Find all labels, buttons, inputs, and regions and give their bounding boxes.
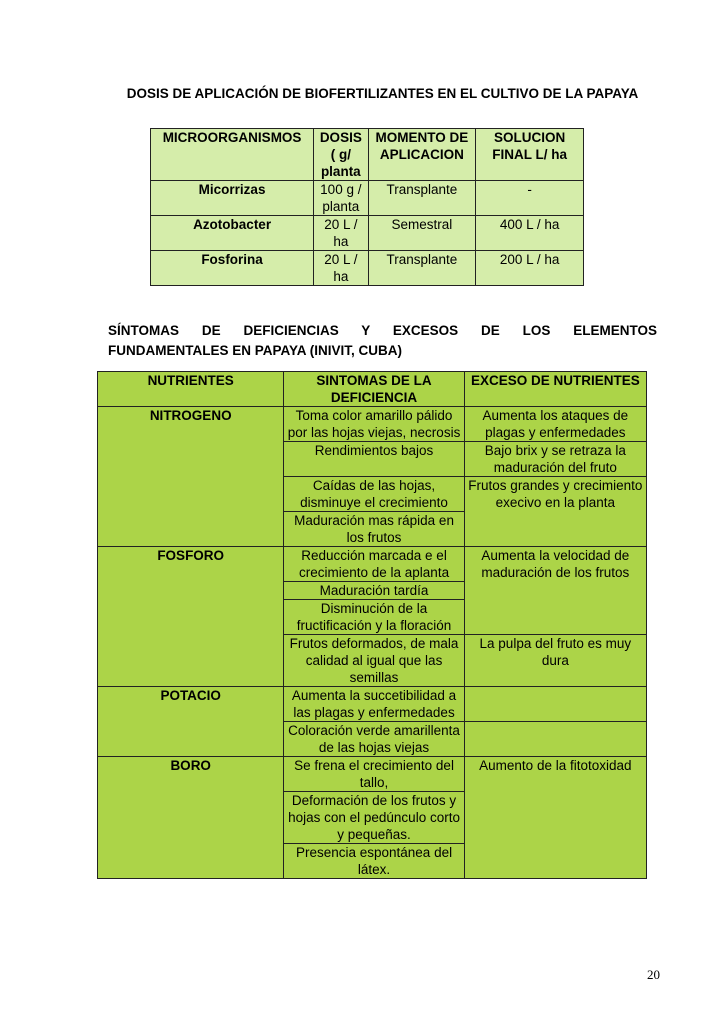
header-cell: NUTRIENTES [98,372,284,407]
nutrient-fosforo: FOSFORO [98,547,284,687]
table-cell: Azotobacter [151,216,314,251]
table-cell: 20 L / ha [314,251,368,286]
table-header-row [151,129,584,181]
deficiency-cell: Coloración verde amarillenta de las hojas viejas [284,722,464,757]
excess-cell [464,722,646,757]
header-cell: MOMENTO DE APLICACION [368,129,476,181]
table-row [98,757,647,792]
table-row [151,181,584,216]
section-title [108,321,657,361]
deficiency-cell: Deformación de los frutos y hojas con el pedúnculo corto y pequeñas. [284,792,464,844]
table-cell: Micorrizas [151,181,314,216]
excess-cell: La pulpa del fruto es muy dura [464,635,646,687]
table-cell: Transplante [368,181,476,216]
nutrient-potacio: POTACIO [98,687,284,757]
table-row [151,216,584,251]
header-cell: EXCESO DE NUTRIENTES [464,372,646,407]
deficiency-cell: Maduración tardía [284,582,464,600]
header-cell: DOSIS ( g/ planta [314,129,368,181]
header-cell: SOLUCION FINAL L/ ha [476,129,584,181]
table-cell: 20 L / ha [314,216,368,251]
deficiency-cell: Maduración mas rápida en los frutos [284,512,464,547]
deficiency-cell: Disminución de la fructificación y la floración [284,600,464,635]
table-cell: Semestral [368,216,476,251]
excess-cell: Aumenta la velocidad de maduración de los frutos [464,547,646,635]
table-cell: 400 L / ha [476,216,584,251]
deficiency-cell: Se frena el crecimiento del tallo, [284,757,464,792]
table-cell: Transplante [368,251,476,286]
table-row [98,407,647,442]
page-number: 20 [647,967,660,982]
table-cell: 100 g / planta [314,181,368,216]
header-cell: SINTOMAS DE LA DEFICIENCIA [284,372,464,407]
deficiency-cell: Aumenta la succetibilidad a las plagas y enfermedades [284,687,464,722]
deficiency-cell: Caídas de las hojas, disminuye el crecimiento [284,477,464,512]
table-row [98,547,647,582]
excess-cell [464,687,646,722]
sintomas-table [97,371,647,879]
deficiency-cell: Presencia espontánea del látex. [284,844,464,879]
nutrient-nitrogeno: NITROGENO [98,407,284,547]
deficiency-cell: Toma color amarillo pálido por las hojas viejas, necrosis [284,407,464,442]
excess-cell: Frutos grandes y crecimiento execivo en la planta [464,477,646,547]
deficiency-cell: Rendimientos bajos [284,442,464,477]
table-header-row [98,372,647,407]
table-cell: 200 L / ha [476,251,584,286]
table-row [151,251,584,286]
section-title-line: SÍNTOMAS DE DEFICIENCIAS Y EXCESOS DE LOS ELEMENTOS [108,323,657,338]
document-title: DOSIS DE APLICACIÓN DE BIOFERTILIZANTES EN EL CULTIVO DE LA PAPAYA [126,86,639,101]
header-cell: MICROORGANISMOS [151,129,314,181]
table-cell: Fosforina [151,251,314,286]
excess-cell: Aumenta los ataques de plagas y enfermedades [464,407,646,442]
nutrient-boro: BORO [98,757,284,879]
deficiency-cell: Frutos deformados, de mala calidad al igual que las semillas [284,635,464,687]
dosis-table [150,128,584,286]
deficiency-cell: Reducción marcada e el crecimiento de la aplanta [284,547,464,582]
table-row [98,687,647,722]
excess-cell: Bajo brix y se retraza la maduración del fruto [464,442,646,477]
section-title-line: FUNDAMENTALES EN PAPAYA (INIVIT, CUBA) [108,343,403,358]
excess-cell: Aumento de la fitotoxidad [464,757,646,879]
table-cell: - [476,181,584,216]
